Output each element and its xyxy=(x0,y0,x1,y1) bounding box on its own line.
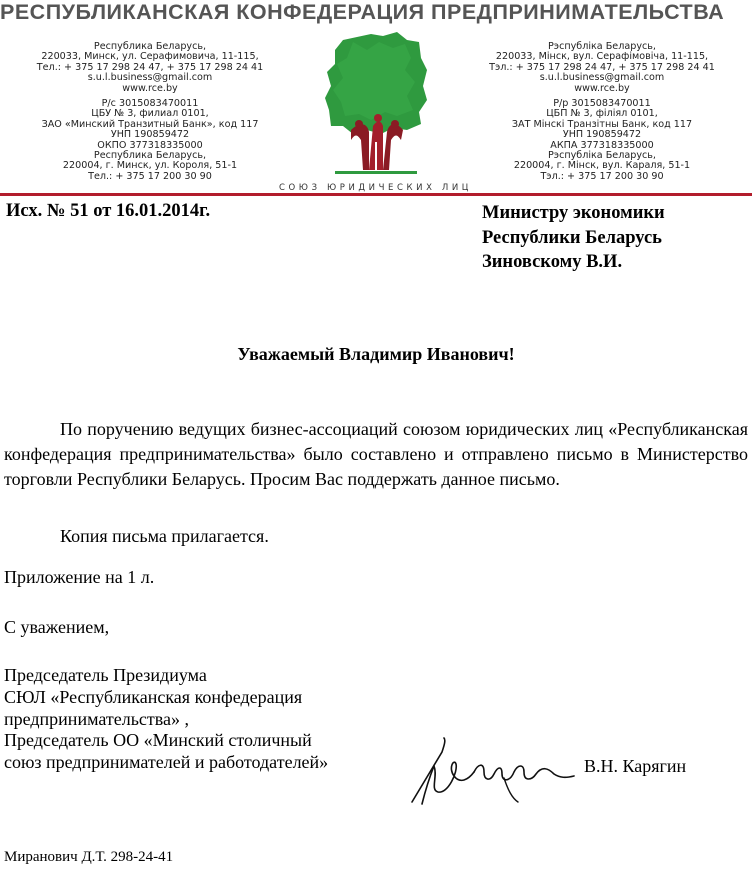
bank-line: ЦБУ № 3, филиал 0101, xyxy=(91,108,209,120)
addressee-line: Республики Беларусь xyxy=(482,227,662,248)
header-divider xyxy=(0,193,752,196)
contact-line: www.rce.by xyxy=(122,82,178,94)
copy-note: Копия письма прилагается. xyxy=(60,526,269,546)
bank-line: ОКПО 377318335000 xyxy=(97,139,203,151)
bank-line: 220004, г. Мінск, вул. Караля, 51-1 xyxy=(513,160,691,172)
contact-line: Республика Беларусь, xyxy=(93,41,207,52)
tree-people-icon xyxy=(323,30,429,178)
addressee-line: Министру экономики xyxy=(482,203,665,223)
bank-line: УНП 190859472 xyxy=(110,129,190,141)
organization-title: РЕСПУБЛИКАНСКАЯ КОНФЕДЕРАЦИЯ ПРЕДПРИНИМАТЕЛЬСТВА xyxy=(0,0,725,24)
bank-line: Тел.: + 375 17 200 30 90 xyxy=(88,170,212,182)
bank-line: ЗАО «Минский Транзитный Банк», код 117 xyxy=(41,118,259,130)
bank-line: ЗАТ Мінскі Транзітны Банк, код 117 xyxy=(511,118,693,130)
contact-line: www.rce.by xyxy=(574,82,630,94)
signer-name: В.Н. Карягин xyxy=(584,756,687,776)
left-bank-block xyxy=(0,99,300,182)
contact-line: s.u.l.business@gmail.com xyxy=(539,72,665,84)
outgoing-number: Исх. № 51 от 16.01.2014г. xyxy=(6,201,211,221)
bank-line: Республика Беларусь, xyxy=(93,150,207,162)
right-bank-block xyxy=(452,99,752,182)
closing-regards: С уважением, xyxy=(4,617,110,637)
bank-line: ЦБП № 3, філіял 0101, xyxy=(546,108,658,120)
addressee-line: Зиновскому В.И. xyxy=(482,252,623,272)
signer-title-line: Председатель ОО «Минский столичный xyxy=(4,730,312,751)
salutation: Уважаемый Владимир Иванович! xyxy=(237,344,515,364)
signer-title-line: предпринимательства» , xyxy=(4,708,190,729)
signer-title-line: союз предпринимателей и работодателей» xyxy=(4,752,329,773)
contact-line: Тэл.: + 375 17 298 24 47, + 375 17 298 24 41 xyxy=(489,61,715,73)
bank-line: УНП 190859472 xyxy=(562,129,642,141)
addressee-block xyxy=(482,201,665,275)
handwritten-signature xyxy=(408,732,576,812)
executor-contact: Миранович Д.Т. 298-24-41 xyxy=(4,849,174,865)
signer-title-block xyxy=(4,665,328,774)
signer-title-line: Председатель Президиума xyxy=(4,665,207,685)
bank-line: АКПА 377318335000 xyxy=(550,139,654,151)
contact-line: 220033, Минск, ул. Серафимовича, 11-115, xyxy=(41,51,259,63)
contact-line: s.u.l.business@gmail.com xyxy=(87,72,213,84)
left-contact-block xyxy=(0,42,300,94)
contact-line: Тел.: + 375 17 298 24 47, + 375 17 298 24 41 xyxy=(36,61,264,73)
letter-body: По поручению ведущих бизнес-ассоциаций союзом юридических лиц «Республиканская конфедерация предпринимательства» было составлено и отправлено письмо в Министерство торговли Республики Беларусь. Просим Вас поддержать данное письмо. xyxy=(4,419,748,489)
contact-line: Рэспубліка Беларусь, xyxy=(548,41,656,52)
union-caption: СОЮЗ ЮРИДИЧЕСКИХ ЛИЦ xyxy=(278,183,472,193)
bank-line: Р/с 3015083470011 xyxy=(101,98,199,109)
bank-line: Рэспубліка Беларусь, xyxy=(548,150,656,162)
bank-line: Тэл.: + 375 17 200 30 90 xyxy=(540,170,664,182)
attachment-note: Приложение на 1 л. xyxy=(4,567,155,587)
signer-title-line: СЮЛ «Республиканская конфедерация xyxy=(4,686,303,707)
bank-line: 220004, г. Минск, ул. Короля, 51-1 xyxy=(62,160,238,172)
right-contact-block xyxy=(452,42,752,94)
contact-line: 220033, Мінск, вул. Серафімовіча, 11-115, xyxy=(495,51,709,63)
bank-line: Р/р 3015083470011 xyxy=(553,98,651,109)
